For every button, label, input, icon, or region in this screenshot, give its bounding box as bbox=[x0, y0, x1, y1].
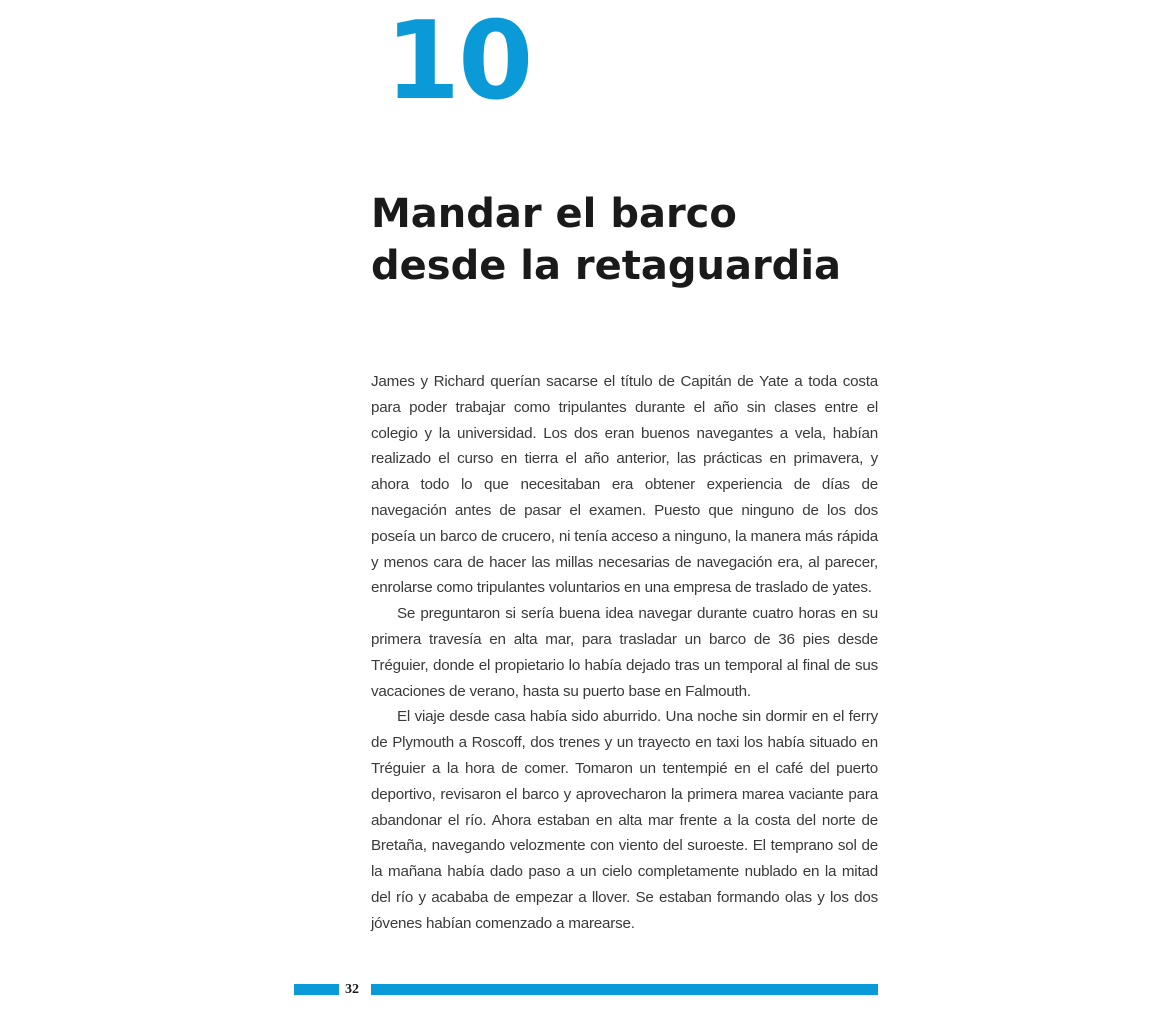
chapter-number: 10 bbox=[385, 0, 532, 124]
chapter-title-line-1: Mandar el barco bbox=[371, 191, 737, 237]
body-text bbox=[371, 369, 878, 937]
page-footer bbox=[294, 983, 878, 997]
paragraph-2: Se preguntaron si sería buena idea navegar durante cuatro horas en su primera travesía en alta mar, para trasladar un barco de 36 pies desde Tréguier, donde el propietario lo había dejado tras un temporal al final de sus vacaciones de verano, hasta su puerto base en Falmouth. bbox=[371, 605, 878, 700]
footer-bar-right bbox=[371, 984, 878, 995]
footer-bar-left bbox=[294, 984, 339, 995]
chapter-title bbox=[371, 188, 931, 292]
chapter-title-line-2: desde la retaguardia bbox=[371, 243, 842, 289]
page-number: 32 bbox=[345, 982, 359, 997]
paragraph-1: James y Richard querían sacarse el título de Capitán de Yate a toda costa para poder trabajar como tripulantes durante el año sin clases entre el colegio y la universidad. Los dos eran buenos navegantes a vela, habían realizado el curso en tierra el año anterior, las prácticas en primavera, y ahora todo lo que necesitaban era obtener experiencia de días de navegación antes de pasar el examen. Puesto que ninguno de los dos poseía un barco de crucero, ni tenía acceso a ninguno, la manera más rápida y menos cara de hacer las millas necesarias de navegación era, al parecer, enrolarse como tripulantes voluntarios en una empresa de traslado de yates. bbox=[371, 373, 878, 597]
paragraph-3: El viaje desde casa había sido aburrido. Una noche sin dormir en el ferry de Plymouth a Roscoff, dos trenes y un trayecto en taxi los había situado en Tréguier a la hora de comer. Tomaron un tentempié en el café del puerto deportivo, revisaron el barco y aprovecharon la primera marea vaciante para abandonar el río. Ahora estaban en alta mar frente a la costa del norte de Bretaña, navegando velozmente con viento del suroeste. El temprano sol de la mañana había dado paso a un cielo completamente nublado en la mitad del río y acababa de empezar a llover. Se estaban formando olas y los dos jóvenes habían comenzado a marearse. bbox=[371, 708, 878, 932]
